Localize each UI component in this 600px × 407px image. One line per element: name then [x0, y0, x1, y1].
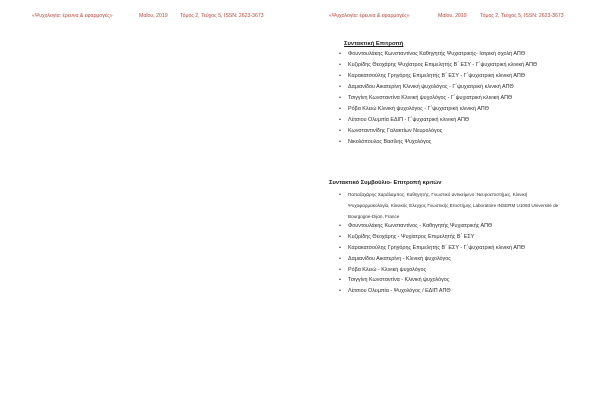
bullet-icon: • [339, 106, 341, 112]
member-name: Λέτσιου Ολυμπία ΕΔΙΠ - Γ΄ψυχιατρική κλινική ΑΠΘ [348, 117, 470, 123]
review-board-title: Συντακτικό Συμβούλιο- Επιτροπή κριτών [329, 180, 442, 186]
member-name: Δαμιανίδου Αικατερίνη - Κλινική ψυχολόγος [348, 255, 451, 262]
volume-info: Τόμος 2, Τεύχος 5, ISSN: 2623-3673 [480, 13, 564, 19]
member-name: Κυζιρίδης Θεοχάρης Ψυχίατρος Επιμελητής Β΄ ΕΣΥ - Γ΄ψυχιατρική κλινική ΑΠΘ [348, 62, 538, 68]
member-name: Καρακατσούλης Γρηγόρης Επιμελητής Β΄ ΕΣΥ - Γ΄ψυχιατρική κλινική ΑΠΘ [348, 73, 525, 79]
list-item [339, 95, 537, 106]
member-name: Λέτσιου Ολυμπία - Ψυχολόγος / ΕΔΙΠ ΑΠΘ [348, 288, 451, 295]
list-item [339, 128, 537, 139]
bullet-icon: • [339, 266, 341, 273]
member-name: Τσιγγίνη Κωνσταντίνα Κλινική ψυχολόγος - Γ΄ψυχιατρική κλινική ΑΠΘ [348, 95, 513, 101]
bullet-icon: • [339, 51, 341, 57]
member-name: Καρακατσούλης Γρηγόρης Επιμελητής Β΄ ΕΣΥ - Γ΄ψυχιατρική κλινική ΑΠΘ [348, 244, 525, 251]
list-item [339, 288, 579, 299]
journal-title: «Ψυχολογία: έρευνα & εφαρμογές» [329, 13, 410, 19]
bullet-icon: • [339, 277, 341, 284]
bullet-icon: • [339, 255, 341, 262]
list-item [339, 245, 579, 256]
bullet-icon: • [339, 62, 341, 68]
organizing-committee-title: Συντακτική Επιτροπή [344, 41, 404, 47]
member-name: Φουντουλάκης Κωνσταντίνος - Καθηγητής Ψυχιατρικής ΑΠΘ [348, 223, 493, 229]
member-name: Κυζιρίδης Θεοχάρης - Ψυχίατρος Επιμελητής Β΄ ΕΣΥ [348, 233, 475, 240]
list-item [339, 267, 579, 278]
journal-title: «Ψυχολογία: έρευνα & εφαρμογές» [32, 13, 113, 19]
issue-date: Μαΐου, 2019 [139, 13, 168, 19]
member-line: Παπαζαχάρης Χαράλαμπος, Καθηγητής, Γνωστικό αντικείμενο :Νευροεπιστήμες, Κλινική [348, 192, 528, 197]
list-item [339, 277, 579, 288]
list-item [339, 234, 579, 245]
bullet-icon: • [339, 244, 341, 251]
organizing-committee-list [339, 51, 537, 150]
list-item [339, 190, 579, 223]
bullet-icon: • [339, 128, 341, 134]
member-line: Ψυχοφαρμακολογία, Κλινικός Έλεγχος Γνωστικής Επιστήμης Laboratoire INSERM U1093 Université de [348, 202, 559, 208]
member-name: Φουντουλάκης Κωνσταντίνος Καθηγητής Ψυχιατρικής- Ιατρική σχολή ΑΠΘ [348, 51, 526, 57]
member-name: Δαμιανίδου Αικατερίνη Κλινική ψυχολόγος - Γ΄ψυχιατρική κλινική ΑΠΘ [348, 84, 514, 90]
bullet-icon: • [339, 223, 341, 229]
list-item [339, 106, 537, 117]
list-item [339, 117, 537, 128]
list-item [339, 223, 579, 234]
member-line: Bourgogne-Dijon, France [348, 213, 400, 219]
review-board-list [339, 190, 579, 299]
page-header-left [0, 13, 300, 23]
issue-date: Μαΐου, 2019 [438, 13, 467, 19]
bullet-icon: • [339, 84, 341, 90]
bullet-icon: • [339, 288, 341, 295]
member-name: Κωνσταντινίδης Γαλακτίων Νευρολόγος [348, 128, 443, 134]
right-page [300, 0, 600, 407]
bullet-icon: • [339, 95, 341, 101]
member-name: Ρόβα Κλειώ Κλινική ψυχολόγος - Γ΄ψυχιατρική κλινική ΑΠΘ [348, 106, 489, 112]
list-item [339, 73, 537, 84]
volume-info: Τόμος 2, Τεύχος 5, ISSN: 2623-3673 [180, 13, 264, 19]
list-item [339, 256, 579, 267]
bullet-icon: • [339, 233, 341, 240]
member-name: Ρόβα Κλειώ - Κλινική ψυχολόγος [348, 266, 427, 273]
list-item [339, 139, 537, 150]
bullet-icon: • [339, 139, 341, 145]
bullet-icon: • [339, 117, 341, 123]
member-name: Τσιγγίνη Κωνσταντίνα - Κλινική ψυχολόγος [348, 277, 450, 284]
bullet-icon: • [339, 192, 341, 198]
member-name: Νικολόπουλος Βασίλης Ψυχολόγος [348, 139, 432, 145]
list-item [339, 84, 537, 95]
bullet-icon: • [339, 73, 341, 79]
list-item [339, 51, 537, 62]
list-item [339, 62, 537, 73]
page-header-right [300, 13, 600, 23]
